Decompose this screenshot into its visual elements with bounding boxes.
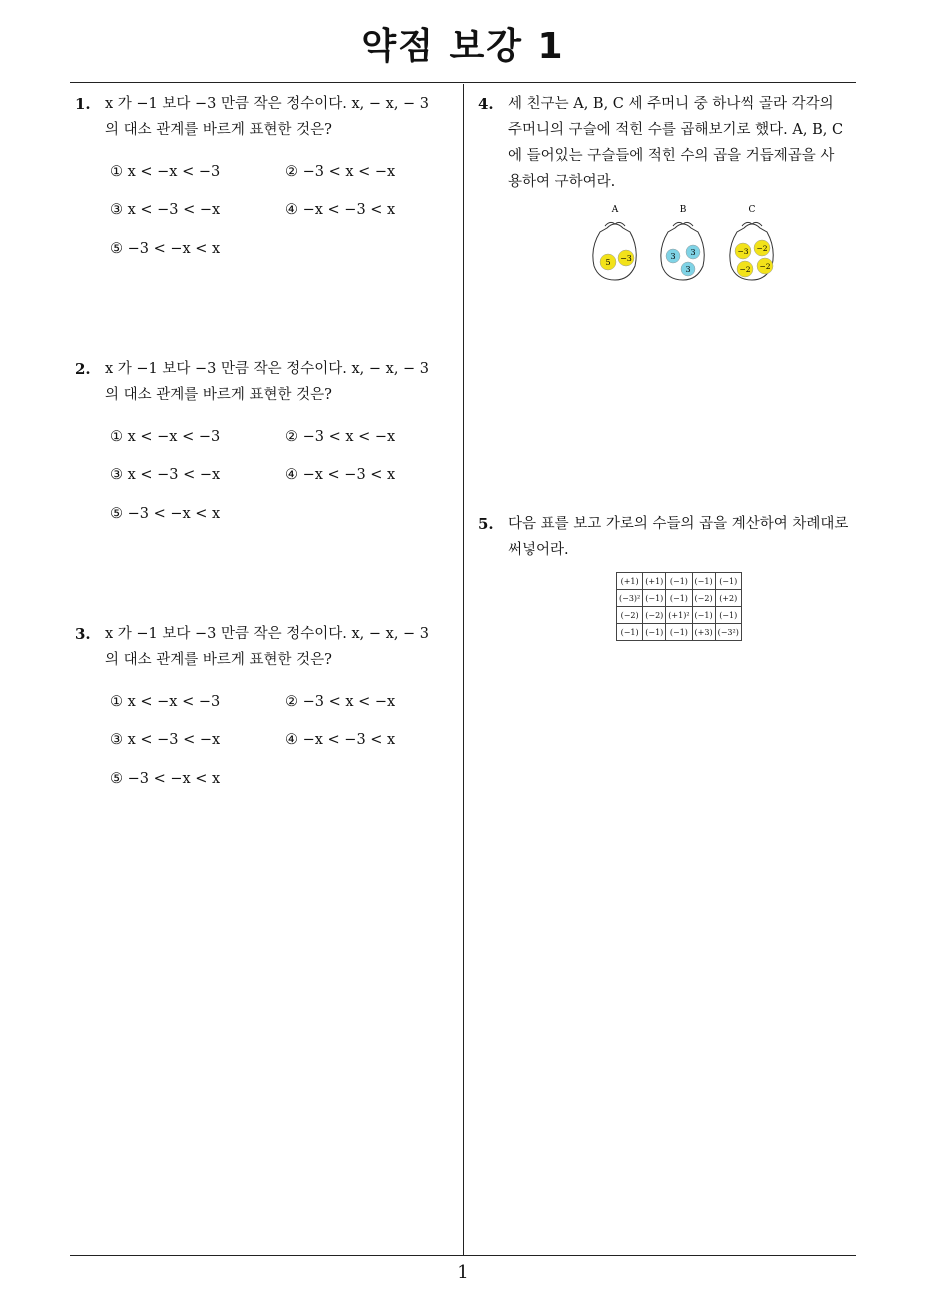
choice-3[interactable]: ③ x < −3 < −x: [110, 467, 221, 483]
table-cell: (−1): [692, 607, 715, 624]
marble-label: −3: [737, 247, 749, 256]
problem-1: [75, 91, 460, 279]
table-cell: (−3²): [715, 624, 741, 641]
column-divider: [463, 84, 464, 1256]
marble-label: −2: [756, 244, 768, 253]
choice-3[interactable]: ③ x < −3 < −x: [110, 202, 221, 218]
table-cell: (+1)²: [666, 607, 692, 624]
marble-label: 3: [690, 248, 696, 257]
marble-label: −3: [620, 254, 632, 263]
marble-label: 3: [685, 265, 691, 274]
bag-label: A: [611, 205, 619, 215]
marble-label: −2: [759, 262, 771, 271]
table-cell: (−2): [617, 607, 643, 624]
table-cell: (−1): [643, 590, 666, 607]
choice-2[interactable]: ② −3 < x < −x: [285, 164, 396, 180]
choice-1[interactable]: ① x < −x < −3: [110, 429, 221, 445]
table-cell: (−3)²: [617, 590, 643, 607]
problem-stem-line2: 의 대소 관계를 바르게 표현한 것은?: [105, 122, 332, 138]
table-cell: (−1): [692, 573, 715, 590]
problem-stem-line3: 에 들어있는 구슬들에 적힌 수의 곱을 거듭제곱을 사: [508, 148, 835, 164]
choice-list: [105, 159, 460, 279]
choice-4[interactable]: ④ −x < −3 < x: [285, 467, 396, 483]
table-cell: (−1): [715, 607, 741, 624]
bag-c: [730, 205, 773, 280]
choice-4[interactable]: ④ −x < −3 < x: [285, 202, 396, 218]
problem-stem-line2: 의 대소 관계를 바르게 표현한 것은?: [105, 652, 332, 668]
problem-stem-line4: 용하여 구하여라.: [508, 174, 616, 190]
problem-stem-line1: x 가 −1 보다 −3 만큼 작은 정수이다. x, − x, − 3: [105, 626, 430, 642]
choice-3[interactable]: ③ x < −3 < −x: [110, 732, 221, 748]
problem-4: [478, 91, 863, 195]
problem-5: [478, 511, 863, 563]
problem-stem-line2: 주머니의 구슬에 적힌 수를 곱해보기로 했다. A, B, C: [508, 122, 844, 138]
marble-label: 5: [605, 258, 611, 267]
table-cell: (−2): [643, 607, 666, 624]
table-cell: (−1): [666, 590, 692, 607]
table-cell: (−1): [666, 573, 692, 590]
bottom-rule: [70, 1255, 856, 1256]
bag-a: [593, 205, 636, 280]
table-row: [617, 607, 742, 624]
page-title: 약점 보강 1: [361, 26, 565, 67]
table-cell: (−1): [666, 624, 692, 641]
marble-label: −2: [739, 265, 751, 274]
problem-number: 1.: [75, 95, 91, 113]
choice-1[interactable]: ① x < −x < −3: [110, 164, 221, 180]
choice-5[interactable]: ⑤ −3 < −x < x: [110, 506, 221, 522]
bag-b: [661, 205, 704, 280]
problem-number: 5.: [478, 515, 494, 533]
table-cell: (+1): [617, 573, 643, 590]
problem-stem-line2: 써넣어라.: [508, 542, 569, 558]
choice-5[interactable]: ⑤ −3 < −x < x: [110, 241, 221, 257]
choice-2[interactable]: ② −3 < x < −x: [285, 429, 396, 445]
problem-stem-line1: 세 친구는 A, B, C 세 주머니 중 하나씩 골라 각각의: [508, 96, 834, 112]
choice-list: [105, 689, 460, 809]
problem-number: 2.: [75, 360, 91, 378]
table-cell: (+3): [692, 624, 715, 641]
table-cell: (+1): [643, 573, 666, 590]
product-table: [616, 572, 742, 641]
table-cell: (+2): [715, 590, 741, 607]
choice-4[interactable]: ④ −x < −3 < x: [285, 732, 396, 748]
table-cell: (−1): [643, 624, 666, 641]
bag-label: C: [748, 205, 756, 215]
choice-2[interactable]: ② −3 < x < −x: [285, 694, 396, 710]
choice-5[interactable]: ⑤ −3 < −x < x: [110, 771, 221, 787]
problem-stem-line1: x 가 −1 보다 −3 만큼 작은 정수이다. x, − x, − 3: [105, 96, 430, 112]
problem-stem-line1: x 가 −1 보다 −3 만큼 작은 정수이다. x, − x, − 3: [105, 361, 430, 377]
table-cell: (−1): [715, 573, 741, 590]
problem-number: 4.: [478, 95, 494, 113]
table-row: [617, 590, 742, 607]
table-cell: (−1): [617, 624, 643, 641]
problem-stem-line1: 다음 표를 보고 가로의 수들의 곱을 계산하여 차례대로: [508, 516, 849, 532]
marble-bags-figure: [585, 198, 785, 288]
problem-3: [75, 621, 460, 809]
page-number: 1: [457, 1262, 469, 1283]
problem-2: [75, 356, 460, 544]
choice-list: [105, 424, 460, 544]
bag-label: B: [679, 205, 687, 215]
problem-number: 3.: [75, 625, 91, 643]
table-row: [617, 573, 742, 590]
marble-label: 3: [670, 252, 676, 261]
top-rule: [70, 82, 856, 83]
choice-1[interactable]: ① x < −x < −3: [110, 694, 221, 710]
table-row: [617, 624, 742, 641]
problem-stem-line2: 의 대소 관계를 바르게 표현한 것은?: [105, 387, 332, 403]
table-cell: (−2): [692, 590, 715, 607]
